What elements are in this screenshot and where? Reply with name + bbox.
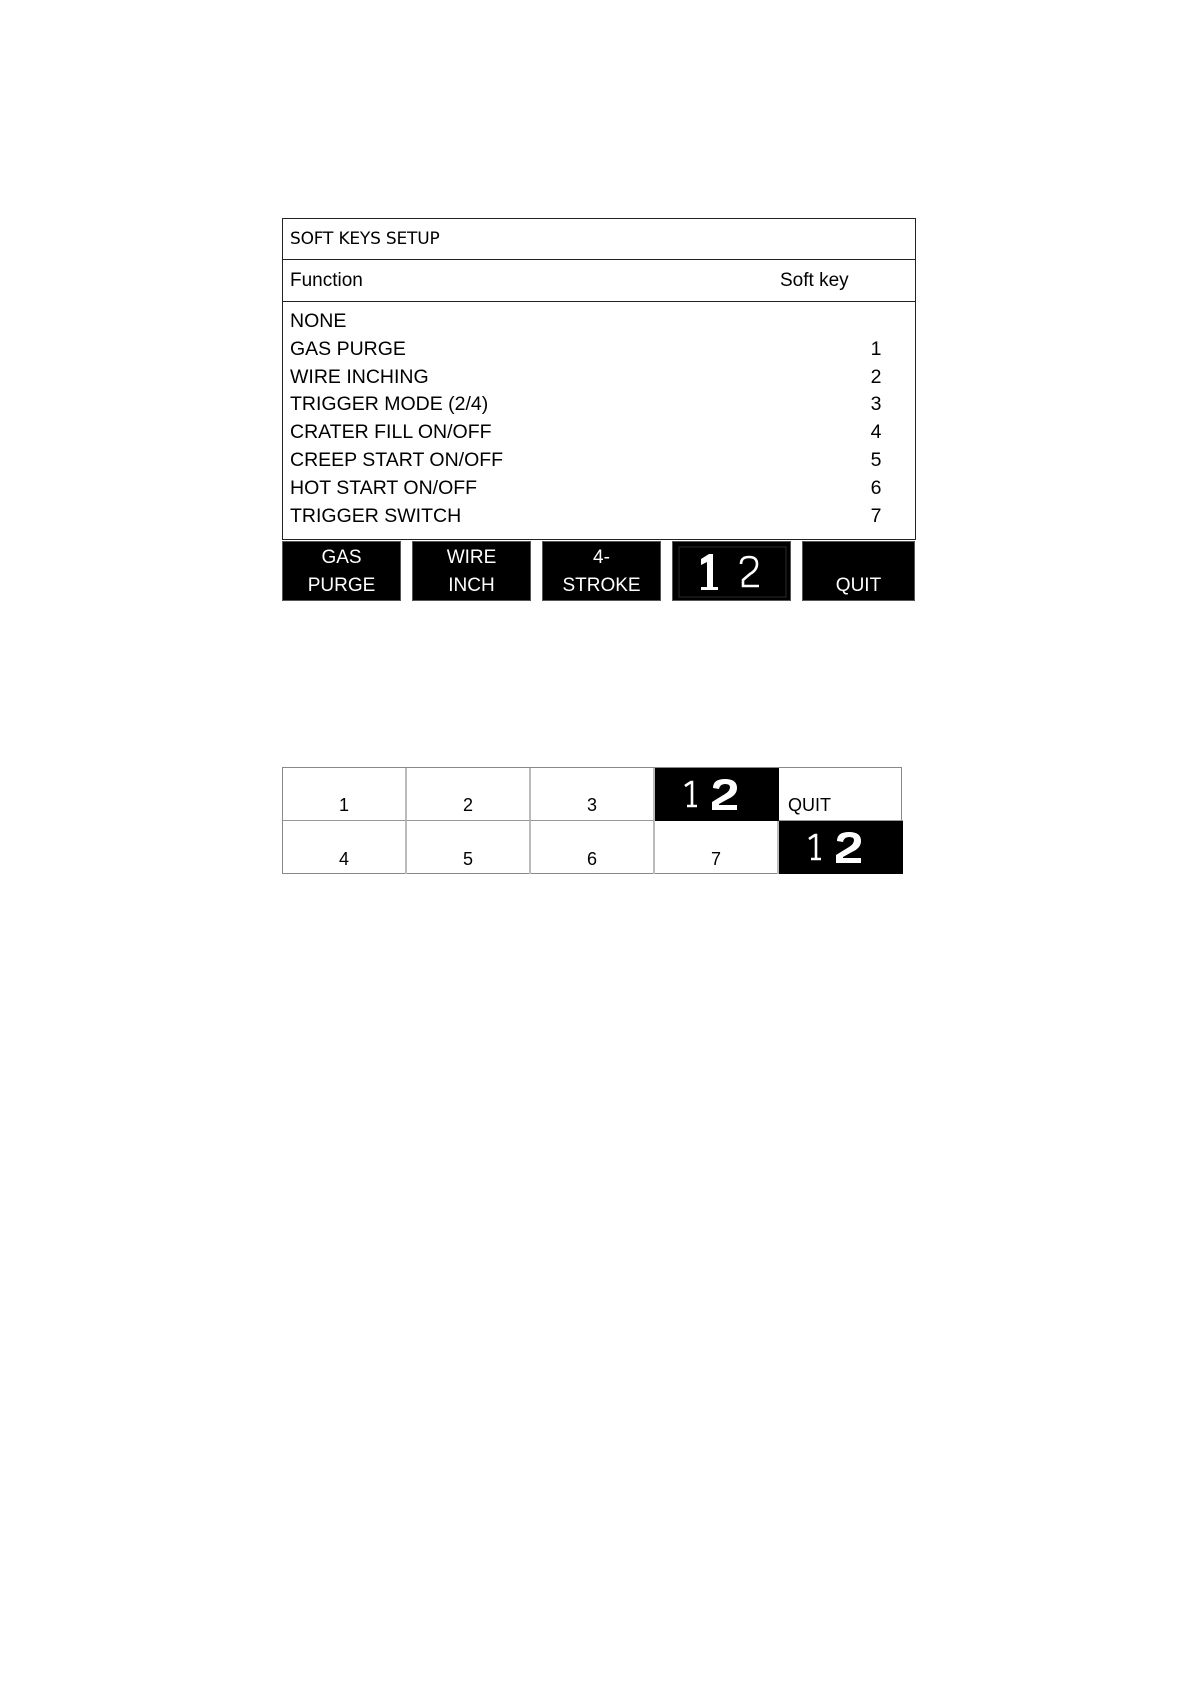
function-name: CRATER FILL ON/OFF (290, 421, 492, 444)
function-row-creep-start[interactable] (283, 447, 915, 475)
softkey-number: 7 (870, 504, 882, 527)
function-name: HOT START ON/OFF (290, 476, 478, 499)
function-list (283, 302, 915, 530)
function-row-trigger-mode[interactable] (283, 391, 915, 419)
function-row-wire-inching[interactable] (283, 364, 915, 392)
softkey-number: 1 (870, 337, 882, 360)
function-name: GAS PURGE (290, 337, 406, 360)
function-row-gas-purge[interactable] (283, 336, 915, 364)
softkey-bar (282, 541, 915, 601)
softkey-column-header: Soft key (780, 270, 849, 291)
grid-cell-label: 6 (586, 849, 597, 869)
grid-cell-quit (779, 768, 903, 821)
gas-purge-softkey[interactable] (282, 541, 401, 601)
function-column-header: Function (290, 270, 363, 291)
function-row-trigger-switch[interactable] (283, 503, 915, 531)
function-name: WIRE INCHING (290, 365, 429, 388)
page-toggle-icon (655, 768, 779, 821)
function-row-crater-fill[interactable] (283, 419, 915, 447)
softkey-label-line2: PURGE (307, 575, 376, 596)
grid-cell-7 (655, 821, 779, 874)
softkey-label-line2: INCH (448, 575, 495, 596)
function-name: NONE (290, 310, 347, 332)
softkey-number: 4 (870, 421, 882, 444)
function-row-hot-start[interactable] (283, 475, 915, 503)
grid-cell-label: 5 (462, 849, 473, 869)
quit-softkey[interactable] (802, 541, 915, 601)
grid-cell-label: 4 (338, 849, 349, 869)
softkey-label-line1: 4- (593, 547, 610, 568)
function-name: TRIGGER MODE (2/4) (290, 393, 489, 416)
grid-cell-2 (407, 768, 531, 821)
function-name: TRIGGER SWITCH (290, 504, 462, 527)
softkey-label-line2: STROKE (562, 575, 641, 596)
grid-cell-label: 1 (338, 795, 349, 815)
wire-inch-softkey[interactable] (412, 541, 531, 601)
softkey-number: 6 (870, 476, 882, 499)
page-1-2-icon (673, 542, 792, 602)
softkey-label-line2: QUIT (835, 575, 882, 596)
grid-cell-label: 3 (586, 795, 597, 815)
list-header (283, 260, 915, 302)
grid-cell-6 (531, 821, 655, 874)
grid-cell-page-toggle-2 (779, 821, 903, 874)
function-name: CREEP START ON/OFF (290, 448, 504, 471)
grid-cell-page-toggle (655, 768, 779, 821)
grid-cell-label: 2 (462, 795, 473, 815)
softkey-label-line1: WIRE (446, 547, 497, 568)
function-row-none[interactable] (283, 308, 915, 336)
softkey-label-line1: GAS (321, 547, 362, 568)
softkey-number: 3 (870, 393, 882, 416)
grid-cell-1 (283, 768, 407, 821)
page-toggle-icon (779, 821, 903, 874)
panel-title: SOFT KEYS SETUP (283, 219, 915, 260)
four-stroke-softkey[interactable] (542, 541, 661, 601)
grid-cell-4 (283, 821, 407, 874)
grid-cell-5 (407, 821, 531, 874)
soft-keys-setup-panel (282, 218, 916, 540)
grid-cell-label: QUIT (788, 795, 831, 815)
softkey-number: 2 (870, 365, 882, 388)
page-toggle-softkey[interactable] (672, 541, 791, 601)
softkey-number: 5 (870, 448, 882, 471)
grid-cell-3 (531, 768, 655, 821)
grid-cell-label: 7 (710, 849, 721, 869)
softkey-number-grid (282, 767, 902, 874)
